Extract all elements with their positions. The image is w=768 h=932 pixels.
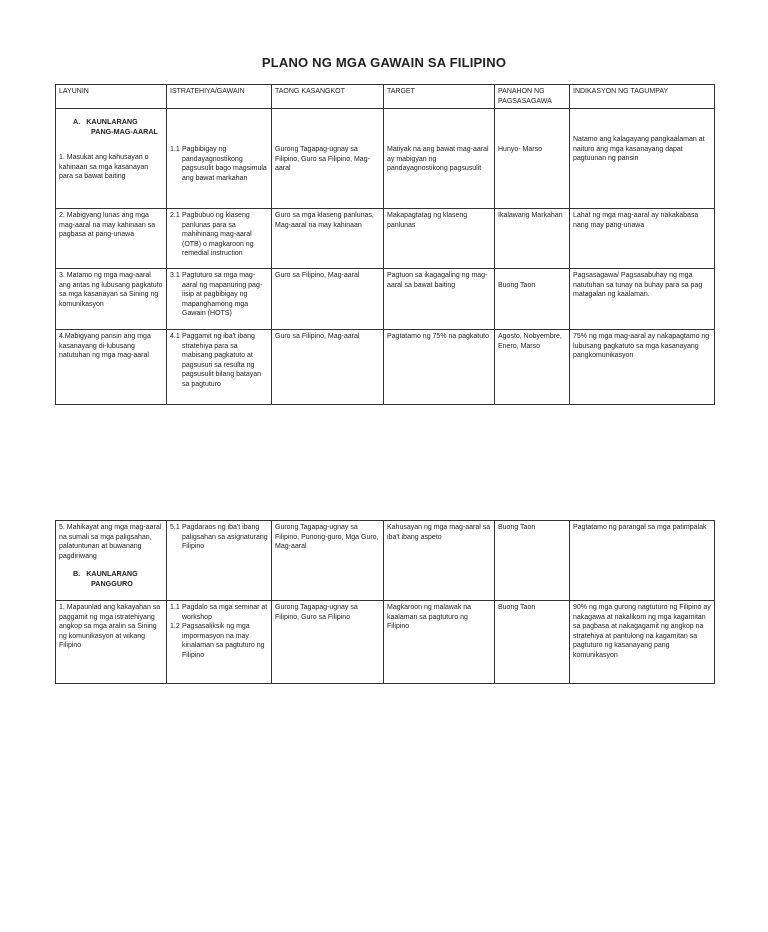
- layunin-cell: A. KAUNLARANG PANG-MAG-AARAL 1. Masukat ang kahusayan o kahinaan sa mga kasanayan para sa bawat baiting: [56, 109, 167, 209]
- istratehiya-cell: 3.1 Pagtuturo sa mga mag-aaral ng mapanuring pag-iisip at pagbibigay ng mapanghamong mga Gawain (HOTS): [167, 269, 272, 330]
- layunin-cell: 5. Mahikayat ang mga mag-aaral na sumali sa mga paligsahan, palatuntunan at buwanang pagdiriwang B. KAUNLARANG PANGGURO: [56, 521, 167, 601]
- table-row: [56, 521, 715, 601]
- header-indikasyon: INDIKASYON NG TAGUMPAY: [570, 85, 715, 109]
- taong-cell: Gurong Tagapag-ugnay sa Filipino, Punong-guro, Mga Guro, Mag-aaral: [272, 521, 384, 601]
- layunin-cell: 3. Matamo ng mga mag-aaral ang antas ng lubusang pagkatuto sa mga kasanayan sa Sining ng komunikasyon: [56, 269, 167, 330]
- istratehiya-cell: 1.1 Pagbibigay ng pandayagnostikong pagsusulit bago magsimula ang bawat markahan: [167, 109, 272, 209]
- target-cell: Magkaroon ng malawak na kaalaman sa pagtuturo ng Filipino: [384, 601, 495, 684]
- istratehiya-cell: 5.1 Pagdaraos ng iba't ibang paligsahan sa asignaturang Filipino: [167, 521, 272, 601]
- table-row: [56, 109, 715, 209]
- target-cell: Pagtatamo ng 75% na pagkatuto: [384, 330, 495, 405]
- table-row: [56, 209, 715, 269]
- target-cell: Makapagtatag ng klaseng panlunas: [384, 209, 495, 269]
- panahon-cell: Agosto, Nobyembre, Enero, Marso: [495, 330, 570, 405]
- panahon-cell: Buong Taon: [495, 269, 570, 330]
- page-title: PLANO NG MGA GAWAIN SA FILIPINO: [261, 55, 507, 70]
- plan-table-part-1: [55, 84, 715, 405]
- istratehiya-cell: 4.1 Paggamit ng iba't ibang stratehiya para sa mabisang pagkatuto at pagsusuri sa resulta ng pagsusulit bilang batayan sa pagtuturo: [167, 330, 272, 405]
- target-cell: Kahusayan ng mga mag-aaral sa iba't ibang aspeto: [384, 521, 495, 601]
- table-header-row: [56, 85, 715, 109]
- istratehiya-cell: 1.1 Pagdalo sa mga seminar at workshop 1.2 Pagsasaliksik ng mga impormasyon na may kinalaman sa pagtuturo ng Filipino: [167, 601, 272, 684]
- panahon-cell: Ikalawang Markahan: [495, 209, 570, 269]
- table-row: [56, 269, 715, 330]
- plan-table-part-2: [55, 520, 715, 684]
- layunin-cell: 1. Mapaunlad ang kakayahan sa paggamit ng mga istratehiyang angkop sa mga aralin sa Sining ng komunikasyon at wikang Filipino: [56, 601, 167, 684]
- indikasyon-cell: Pagsasagawa/ Pagsasabuhay ng mga natutuhan sa tunay na buhay para sa pag matagalan ng kaalaman.: [570, 269, 715, 330]
- taong-cell: Guro sa Filipino, Mag-aaral: [272, 330, 384, 405]
- header-target: TARGET: [384, 85, 495, 109]
- taong-cell: Gurong Tagapag-ugnay sa Filipino, Guro sa Filipino, Mag-aaral: [272, 109, 384, 209]
- table-row: [56, 601, 715, 684]
- header-istratehiya: ISTRATEHIYA/GAWAIN: [167, 85, 272, 109]
- panahon-cell: Buong Taon: [495, 521, 570, 601]
- indikasyon-cell: 90% ng mga gurong nagtuturo ng Filipino ay nakagawa at nakalikom ng mga kagamitan sa pagbasa at nakagagamit ng angkop na stratehiya at pantulong na kagamitan sa pagtuturo ng kasanayang pang komunikasyon: [570, 601, 715, 684]
- indikasyon-cell: Lahat ng mga mag-aaral ay nakakabasa nang may pang-unawa: [570, 209, 715, 269]
- indikasyon-cell: Pagtatamo ng parangal sa mga patimpalak: [570, 521, 715, 601]
- layunin-cell: 2. Mabigyang lunas ang mga mag-aaral na may kahinaan sa pagbasa at pang-unawa: [56, 209, 167, 269]
- header-layunin: LAYUNIN: [56, 85, 167, 109]
- section-heading-b: B. KAUNLARANG PANGGURO: [73, 569, 138, 588]
- section-heading-a: A. KAUNLARANG PANG-MAG-AARAL: [73, 117, 158, 136]
- panahon-cell: Hunyo- Marso: [495, 109, 570, 209]
- indikasyon-cell: Natamo ang kalagayang pangkaalaman at naituro ang mga kasanayang dapat pagtuunan ng pansin: [570, 109, 715, 209]
- taong-cell: Gurong Tagapag-ugnay sa Filipino, Guro sa Filipino: [272, 601, 384, 684]
- target-cell: Matiyak na ang bawat mag-aaral ay mabigyan ng pandayagnostikong pagsusulit: [384, 109, 495, 209]
- layunin-cell: 4.Mabigyang pansin ang mga kasanayang di-lubusang natutuhan ng mga mag-aaral: [56, 330, 167, 405]
- table-row: [56, 330, 715, 405]
- taong-cell: Guro sa mga klaseng panlunas, Mag-aaral na may kahinaan: [272, 209, 384, 269]
- istratehiya-cell: 2.1 Pagbubuo ng klaseng panlunas para sa mahihinang mag-aaral (OTB) o magkaroon ng remedial instruction: [167, 209, 272, 269]
- target-cell: Pagtuon sa ikagagaling ng mag-aaral sa bawat baiting: [384, 269, 495, 330]
- panahon-cell: Buong Taon: [495, 601, 570, 684]
- indikasyon-cell: 75% ng mga mag-aaral ay nakapagtamo ng lubusang pagkatuto sa mga kasanayang pangkomunikasyon: [570, 330, 715, 405]
- header-panahon: PANAHON NG PAGSASAGAWA: [495, 85, 570, 109]
- taong-cell: Guro sa Filipino, Mag-aaral: [272, 269, 384, 330]
- header-taong-kasangkot: TAONG KASANGKOT: [272, 85, 384, 109]
